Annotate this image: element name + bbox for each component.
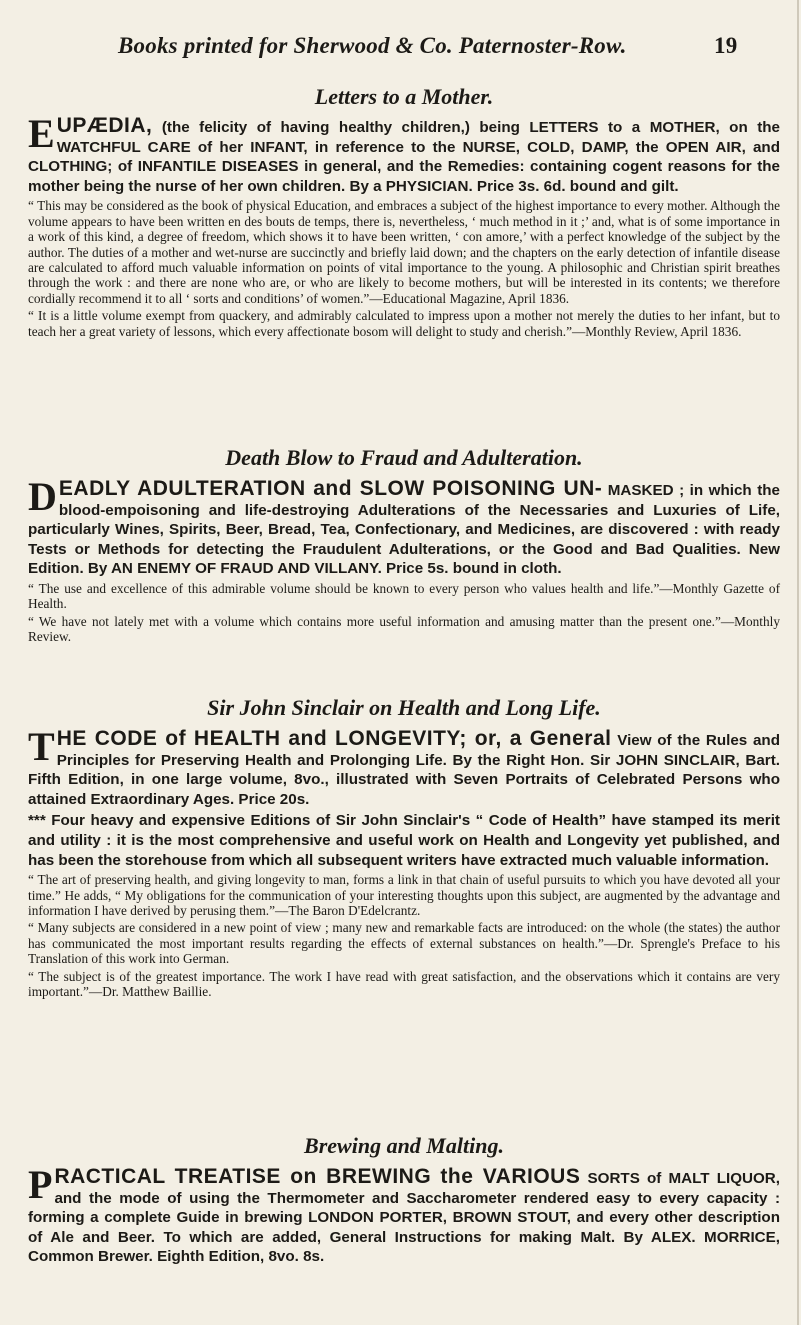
page-number: 19 (714, 33, 738, 58)
section-brewing-and-malting (28, 1133, 780, 1267)
lead-rest: View of the Rules and Principles for Preserving Health and Prolonging Life. By the Right Hon. Sir JOHN SINCLAIR, Bart. Fifth Edition, in one large volume, 8vo., illustrated with Seven Portraits of Celebrated Persons who attained Extraordinary Ages. Price 20s. (28, 732, 780, 808)
advert-lead (28, 1162, 780, 1267)
lead-first: HE CODE of HEALTH and LONGEVITY; or, a General (56, 727, 612, 750)
section-title: Sir John Sinclair on Health and Long Life. (207, 695, 601, 720)
review-quote: “ This may be considered as the book of physical Education, and embraces a subject of the highest importance to every mother. Although the volume appears to have been written en des bouts de temps, there is, nevertheless, ‘ much method in it ;’ and, what is of some importance in a work of this kind, a degree of freedom, which shows it to have been written, ‘ con amore,’ with a perfect knowledge of the subject by the author. The duties of a mother and wet-nurse are succinctly and briefly laid down; and the chapters on the early detection of infantile disease are calculated to afford much valuable information on points of vital importance to the young. A philosophic and Christian spirit breathes through the work : and there are none who are, or who are likely to become mothers, but will be interested in its contents; we therefore cordially recommend it to all ‘ sorts and conditions’ of women.”—Educational Magazine, April 1836. (28, 198, 780, 306)
review-quote: “ We have not lately met with a volume which contains more useful information and amusing matter than the present one.”—Monthly Review. (28, 613, 780, 645)
drop-cap: E (28, 111, 55, 156)
drop-cap: T (28, 724, 55, 769)
review-quote: “ Many subjects are considered in a new point of view ; many new and remarkable facts are introduced: on the whole (the states) the author has communicated the most important results regarding the effects of external substances on health.”—Dr. Sprengle's Preface to his Translation of this work into German. (28, 920, 780, 967)
running-head (118, 33, 738, 59)
section-death-blow-to-fraud (28, 445, 780, 645)
lead-rest: MASKED ; in which the blood-empoisoning and life-destroying Adulterations of the Necessaries and Luxuries of Life, particularly Wines, Spirits, Beer, Bread, Tea, Confectionary, and Medicines, are discovered : with ready Tests or Methods for detecting the Fraudulent Adulterations, or the Good and Bad Qualities. New Edition. By AN ENEMY OF FRAUD AND VILLANY. Price 5s. bound in cloth. (28, 482, 780, 578)
section-title: Brewing and Malting. (304, 1133, 504, 1158)
review-quote: “ The subject is of the greatest importance. The work I have read with great satisfaction, and the observations which it contains are very important.”—Dr. Matthew Baillie. (28, 968, 780, 999)
advert-lead (28, 474, 780, 579)
section-title: Letters to a Mother. (314, 84, 494, 109)
lead-first: RACTICAL TREATISE on BREWING the VARIOUS (54, 1165, 581, 1188)
drop-cap: P (28, 1162, 53, 1207)
lead-rest: SORTS of MALT LIQUOR, and the mode of using the Thermometer and Saccharometer rendered easy to every capacity : forming a complete Guide in brewing LONDON PORTER, BROWN STOUT, and every other description of Ale and Beer. To which are added, General Instructions for making Malt. By ALEX. MORRICE, Common Brewer. Eighth Edition, 8vo. 8s. (28, 1170, 780, 1266)
review-quote: “ The use and excellence of this admirable volume should be known to every person who values health and life.”—Monthly Gazette of Health. (28, 580, 780, 612)
review-quote: “ The art of preserving health, and giving longevity to man, forms a link in that chain of useful pursuits to which you have devoted all your time.” He adds, “ My obligations for the communication of your interesting thoughts upon this subject, are augmented by the advantage and information I have derived by perusing them.”—The Baron D'Edelcrantz. (28, 872, 780, 918)
drop-cap: D (28, 474, 57, 519)
lead-rest: (the felicity of having healthy children,) being LETTERS to a MOTHER, on the WATCHFUL CARE of her INFANT, in reference to the NURSE, COLD, DAMP, the OPEN AIR, and CLOTHING; of INFANTILE DISEASES in general, and the Remedies: containing cogent reasons for the mother being the nurse of her own children. By a PHYSICIAN. Price 3s. 6d. bound and gilt. (28, 119, 780, 195)
review-quote: “ It is a little volume exempt from quackery, and admirably calculated to impress upon a mother not merely the duties to her infant, but to teach her a great variety of lessons, which every affectionate bosom will delight to study and cherish.”—Monthly Review, April 1836. (28, 308, 780, 339)
section-sir-john-sinclair (28, 695, 780, 999)
lead-first: EADLY ADULTERATION and SLOW POISONING UN- (58, 477, 603, 500)
header-title: Books printed for Sherwood & Co. Paternoster-Row. (118, 33, 627, 58)
advert-lead (28, 111, 780, 196)
lead-first: UPÆDIA, (56, 114, 153, 137)
section-title: Death Blow to Fraud and Adulteration. (225, 445, 583, 470)
section-letters-to-a-mother (28, 84, 780, 339)
advert-note: *** Four heavy and expensive Editions of Sir John Sinclair's “ Code of Health” have stamped its merit and utility : it is the most comprehensive and useful work on Health and Longevity yet published, and has been the storehouse from which all subsequent writers have extracted much valuable information. (28, 812, 780, 869)
advert-lead (28, 724, 780, 809)
page-edge-rule (797, 0, 799, 1325)
